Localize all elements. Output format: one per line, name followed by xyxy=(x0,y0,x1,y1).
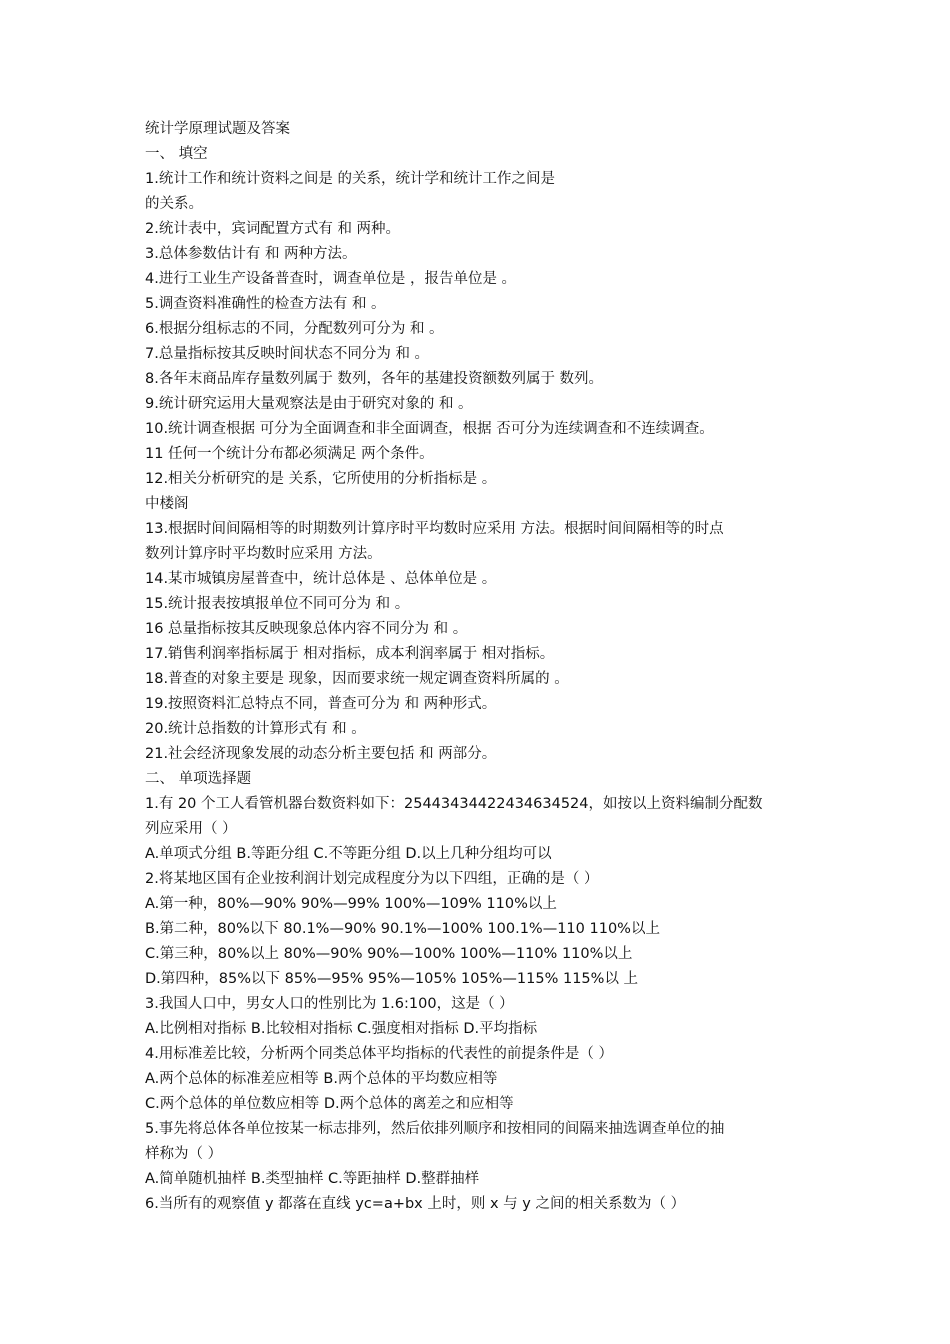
text-line: 3.总体参数估计有 和 两种方法。 xyxy=(145,246,357,262)
text-line: 5.调查资料准确性的检查方法有 和 。 xyxy=(145,296,386,312)
text-line: 14.某市城镇房屋普查中，统计总体是 、总体单位是 。 xyxy=(145,571,497,587)
text-line: 9.统计研究运用大量观察法是由于研究对象的 和 。 xyxy=(145,396,473,412)
document-body xyxy=(145,117,813,1217)
text-line: A.第一种，80%—90% 90%—99% 100%—109% 110%以上 xyxy=(145,896,557,912)
text-line: 16 总量指标按其反映现象总体内容不同分为 和 。 xyxy=(145,621,468,637)
text-line: 1.统计工作和统计资料之间是 的关系，统计学和统计工作之间是 xyxy=(145,171,555,187)
text-line: A.单项式分组 B.等距分组 C.不等距分组 D.以上几种分组均可以 xyxy=(145,846,552,862)
text-line: 21.社会经济现象发展的动态分析主要包括 和 两部分。 xyxy=(145,746,497,762)
text-line: 19.按照资料汇总特点不同，普查可分为 和 两种形式。 xyxy=(145,696,497,712)
text-line: 数列计算序时平均数时应采用 方法。 xyxy=(145,546,382,562)
text-line: 5.事先将总体各单位按某一标志排列，然后依排列顺序和按相同的间隔来抽选调查单位的抽 xyxy=(145,1121,725,1137)
text-line: 3.我国人口中，男女人口的性别比为 1.6:100，这是（ ） xyxy=(145,996,514,1012)
text-line: C.两个总体的单位数应相等 D.两个总体的离差之和应相等 xyxy=(145,1096,514,1112)
text-line: D.第四种，85%以下 85%—95% 95%—105% 105%—115% 115%以 上 xyxy=(145,971,639,987)
text-line: 18.普查的对象主要是 现象，因而要求统一规定调查资料所属的 。 xyxy=(145,671,569,687)
text-line: 4.进行工业生产设备普查时，调查单位是 ，报告单位是 。 xyxy=(145,271,517,287)
text-line: A.比例相对指标 B.比较相对指标 C.强度相对指标 D.平均指标 xyxy=(145,1021,538,1037)
text-line: C.第三种，80%以上 80%—90% 90%—100% 100%—110% 110%以上 xyxy=(145,946,633,962)
text-line: 6.当所有的观察值 y 都落在直线 yc=a+bx 上时，则 x 与 y 之间的相关系数为（ ） xyxy=(145,1196,686,1212)
text-line: 10.统计调查根据 可分为全面调查和非全面调查，根据 否可分为连续调查和不连续调查。 xyxy=(145,421,714,437)
text-line: 2.统计表中，宾词配置方式有 和 两种。 xyxy=(145,221,401,237)
section-heading-fill-in: 一、 填空 xyxy=(145,146,208,162)
text-line: 的关系。 xyxy=(145,196,203,212)
text-line: 15.统计报表按填报单位不同可分为 和 。 xyxy=(145,596,410,612)
section-heading-single-choice: 二、 单项选择题 xyxy=(145,771,252,787)
text-line: 11 任何一个统计分布都必须满足 两个条件。 xyxy=(145,446,434,462)
text-line: 样称为（ ） xyxy=(145,1146,223,1162)
text-line: 13.根据时间间隔相等的时期数列计算序时平均数时应采用 方法。根据时间间隔相等的时点 xyxy=(145,521,724,537)
text-line: 7.总量指标按其反映时间状态不同分为 和 。 xyxy=(145,346,430,362)
text-line: 4.用标准差比较，分析两个同类总体平均指标的代表性的前提条件是（ ） xyxy=(145,1046,613,1062)
document-title: 统计学原理试题及答案 xyxy=(145,121,290,137)
text-line: 17.销售利润率指标属于 相对指标，成本利润率属于 相对指标。 xyxy=(145,646,555,662)
text-line: 2.将某地区国有企业按利润计划完成程度分为以下四组，正确的是（ ） xyxy=(145,871,599,887)
text-line: A.简单随机抽样 B.类型抽样 C.等距抽样 D.整群抽样 xyxy=(145,1171,480,1187)
text-line: 6.根据分组标志的不同，分配数列可分为 和 。 xyxy=(145,321,444,337)
text-line: 列应采用（ ） xyxy=(145,821,237,837)
text-line: 1.有 20 个工人看管机器台数资料如下：25443434422434634524，如按以上资料编制分配数 xyxy=(145,796,763,812)
text-line: 8.各年末商品库存量数列属于 数列，各年的基建投资额数列属于 数列。 xyxy=(145,371,604,387)
text-line: A.两个总体的标准差应相等 B.两个总体的平均数应相等 xyxy=(145,1071,498,1087)
text-line: 中楼阁 xyxy=(145,496,189,512)
text-line: 20.统计总指数的计算形式有 和 。 xyxy=(145,721,366,737)
text-line: 12.相关分析研究的是 关系，它所使用的分析指标是 。 xyxy=(145,471,497,487)
text-line: B.第二种，80%以下 80.1%—90% 90.1%—100% 100.1%—110 110%以上 xyxy=(145,921,660,937)
